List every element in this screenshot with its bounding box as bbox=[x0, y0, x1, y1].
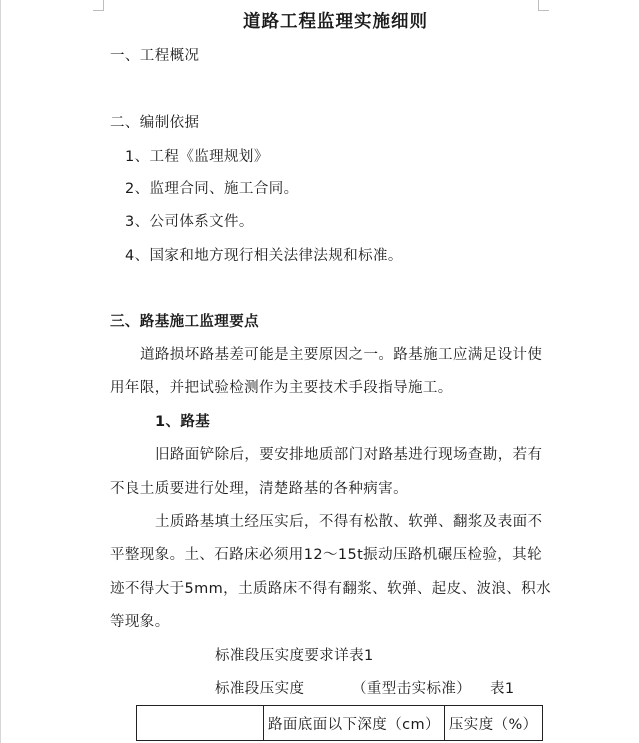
basis-item: 3、公司体系文件。 bbox=[125, 214, 254, 230]
section-heading-subgrade: 三、路基施工监理要点 bbox=[110, 314, 259, 330]
basis-item: 1、工程《监理规划》 bbox=[125, 149, 269, 165]
table-caption: 标准段压实度要求详表1 bbox=[215, 648, 374, 664]
paragraph-line: 旧路面铲除后，要安排地质部门对路基进行现场查勘，若有 bbox=[155, 447, 543, 463]
margin-corner-mark bbox=[538, 0, 549, 11]
section-heading-basis: 二、编制依据 bbox=[110, 115, 200, 131]
table-subcaption-standard: （重型击实标准） bbox=[352, 681, 472, 697]
paragraph-line: 土质路基填土经压实后，不得有松散、软弹、翻浆及表面不 bbox=[155, 514, 543, 530]
compaction-table bbox=[136, 705, 543, 741]
table-header-row bbox=[137, 706, 543, 741]
paragraph-line: 迹不得大于5mm，土质路床不得有翻浆、软弹、起皮、波浪、积水 bbox=[110, 581, 551, 597]
table-header-cell: 路面底面以下深度（cm） bbox=[264, 706, 445, 741]
basis-item: 4、国家和地方现行相关法律法规和标准。 bbox=[125, 248, 403, 264]
paragraph-line: 用年限，并把试验检测作为主要技术手段指导施工。 bbox=[110, 380, 453, 396]
paragraph-line: 平整现象。土、石路床必须用12～15t振动压路机碾压检验，其轮 bbox=[110, 547, 542, 563]
table-header-cell bbox=[137, 706, 264, 741]
paragraph-line: 道路损坏路基差可能是主要原因之一。路基施工应满足设计使 bbox=[140, 347, 543, 363]
basis-item: 2、监理合同、施工合同。 bbox=[125, 181, 299, 197]
table-header-cell: 压实度（%） bbox=[444, 706, 542, 741]
margin-corner-mark bbox=[93, 0, 104, 11]
document-title: 道路工程监理实施细则 bbox=[243, 12, 428, 32]
subsection-heading: 1、路基 bbox=[155, 414, 211, 430]
section-heading-overview: 一、工程概况 bbox=[110, 48, 200, 64]
paragraph-line: 不良土质要进行处理，清楚路基的各种病害。 bbox=[110, 481, 408, 497]
page-edge-left bbox=[0, 0, 1, 743]
paragraph-line: 等现象。 bbox=[110, 614, 170, 630]
table-subcaption-name: 标准段压实度 bbox=[215, 681, 305, 697]
table-subcaption-label: 表1 bbox=[490, 681, 515, 697]
